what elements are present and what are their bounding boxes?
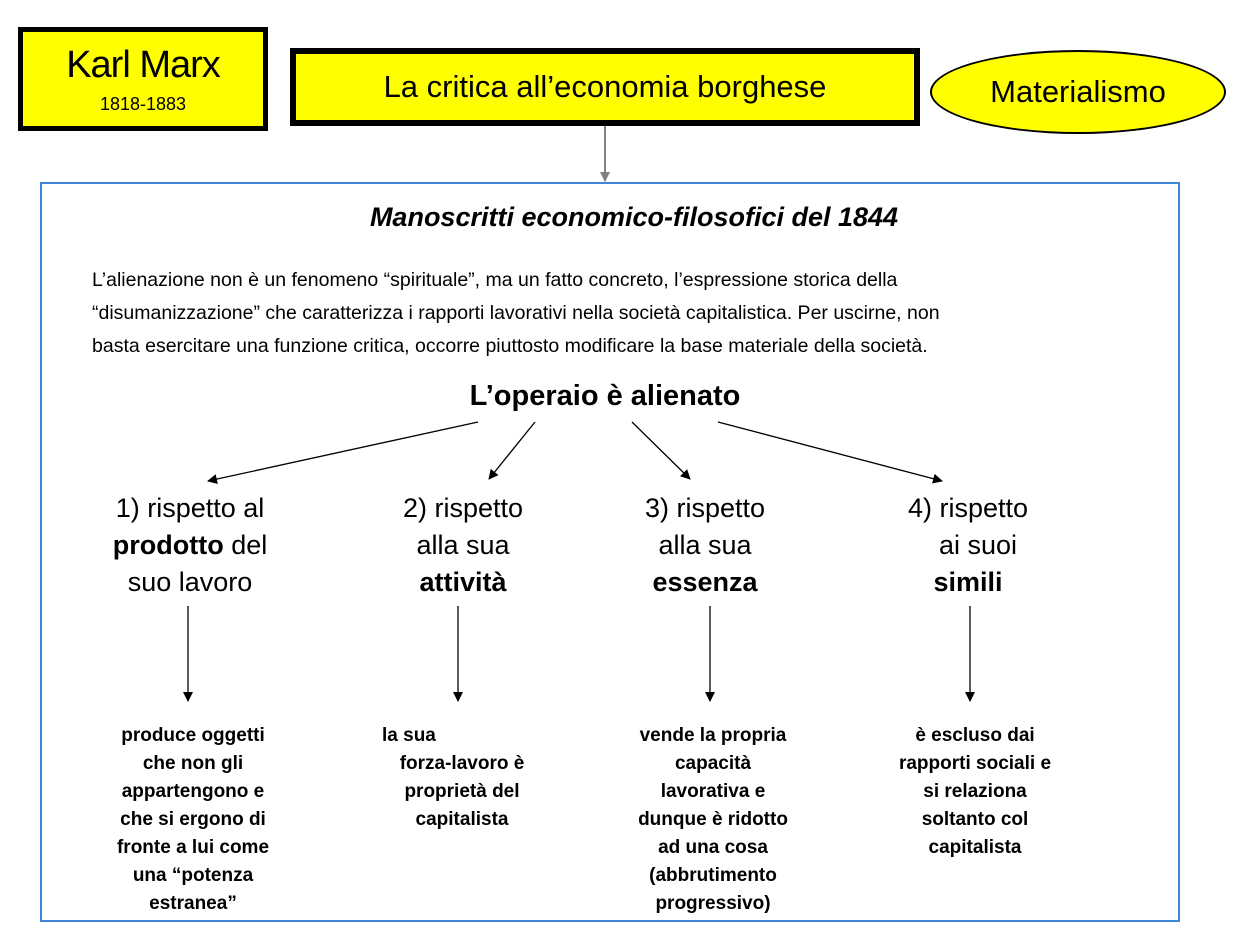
aspect-activity bbox=[363, 490, 563, 601]
panel-heading: Manoscritti economico-filosofici del 1844 bbox=[369, 202, 899, 232]
result-line: produce oggetti bbox=[121, 725, 265, 746]
author-name: Karl Marx bbox=[66, 44, 220, 86]
aspect-text bbox=[605, 564, 805, 601]
central-to-aspect-1-arrow bbox=[208, 422, 478, 481]
aspect-text: 2) rispetto bbox=[402, 493, 524, 523]
intro-paragraph bbox=[92, 264, 1152, 363]
result-line: progressivo) bbox=[655, 893, 771, 914]
aspect-text: 4) rispetto bbox=[907, 493, 1029, 523]
aspect-text bbox=[858, 564, 1078, 601]
movement-oval: Materialismo bbox=[930, 50, 1226, 134]
result-activity bbox=[372, 722, 552, 834]
aspect-product bbox=[85, 490, 295, 601]
result-line: che si ergono di bbox=[120, 809, 266, 830]
aspect-text: 1) rispetto al bbox=[115, 493, 265, 523]
result-line: appartengono e bbox=[121, 781, 265, 802]
result-line: capacità bbox=[674, 753, 752, 774]
aspect-text: alla sua bbox=[658, 530, 752, 560]
aspect-fellows bbox=[858, 490, 1078, 601]
paragraph-line: “disumanizzazione” che caratterizza i rapporti lavorativi nella società capitalistica. Per uscirne, non bbox=[92, 302, 940, 324]
aspect-keyword: simili bbox=[933, 567, 1003, 597]
result-line: estranea” bbox=[149, 893, 237, 914]
result-line: forza-lavoro è bbox=[399, 753, 525, 774]
aspect-text: del bbox=[223, 530, 268, 560]
central-to-aspect-2-arrow bbox=[489, 422, 535, 479]
aspect-keyword: attività bbox=[419, 567, 507, 597]
aspect-text: alla sua bbox=[416, 530, 510, 560]
result-line: (abbrutimento bbox=[649, 865, 777, 886]
result-line: che non gli bbox=[142, 753, 244, 774]
result-fellows bbox=[865, 722, 1085, 862]
result-line: fronte a lui come bbox=[116, 837, 270, 858]
result-line: dunque è ridotto bbox=[638, 809, 788, 830]
aspect-text bbox=[363, 564, 563, 601]
paragraph-line: basta esercitare una funzione critica, occorre piuttosto modificare la base materiale della società. bbox=[92, 335, 928, 357]
result-line: una “potenza bbox=[132, 865, 254, 886]
central-to-aspect-3-arrow bbox=[632, 422, 690, 479]
result-line: rapporti sociali e bbox=[898, 753, 1052, 774]
aspect-text: ai suoi bbox=[938, 530, 1018, 560]
aspect-keyword: prodotto bbox=[112, 530, 224, 560]
result-line: capitalista bbox=[928, 837, 1022, 858]
aspect-keyword: essenza bbox=[652, 567, 758, 597]
topic-box: La critica all’economia borghese bbox=[290, 48, 920, 126]
result-line: si relaziona bbox=[923, 781, 1027, 802]
result-essence bbox=[608, 722, 818, 918]
result-line: capitalista bbox=[415, 809, 509, 830]
aspect-text: suo lavoro bbox=[127, 567, 253, 597]
result-line: ad una cosa bbox=[658, 837, 768, 858]
result-line: proprietà del bbox=[404, 781, 520, 802]
central-concept: L’operaio è alienato bbox=[469, 380, 741, 412]
aspect-essence bbox=[605, 490, 805, 601]
result-line: la sua bbox=[382, 725, 436, 746]
central-to-aspect-4-arrow bbox=[718, 422, 942, 481]
paragraph-line: L’alienazione non è un fenomeno “spirituale”, ma un fatto concreto, l’espressione storica della bbox=[92, 269, 898, 291]
result-line: soltanto col bbox=[921, 809, 1029, 830]
result-line: è escluso dai bbox=[915, 725, 1035, 746]
result-product bbox=[88, 722, 298, 918]
aspect-text: 3) rispetto bbox=[644, 493, 766, 523]
result-line: lavorativa e bbox=[660, 781, 766, 802]
aspect-text bbox=[85, 527, 295, 564]
result-line: vende la propria bbox=[639, 725, 787, 746]
author-years: 1818-1883 bbox=[99, 94, 187, 114]
